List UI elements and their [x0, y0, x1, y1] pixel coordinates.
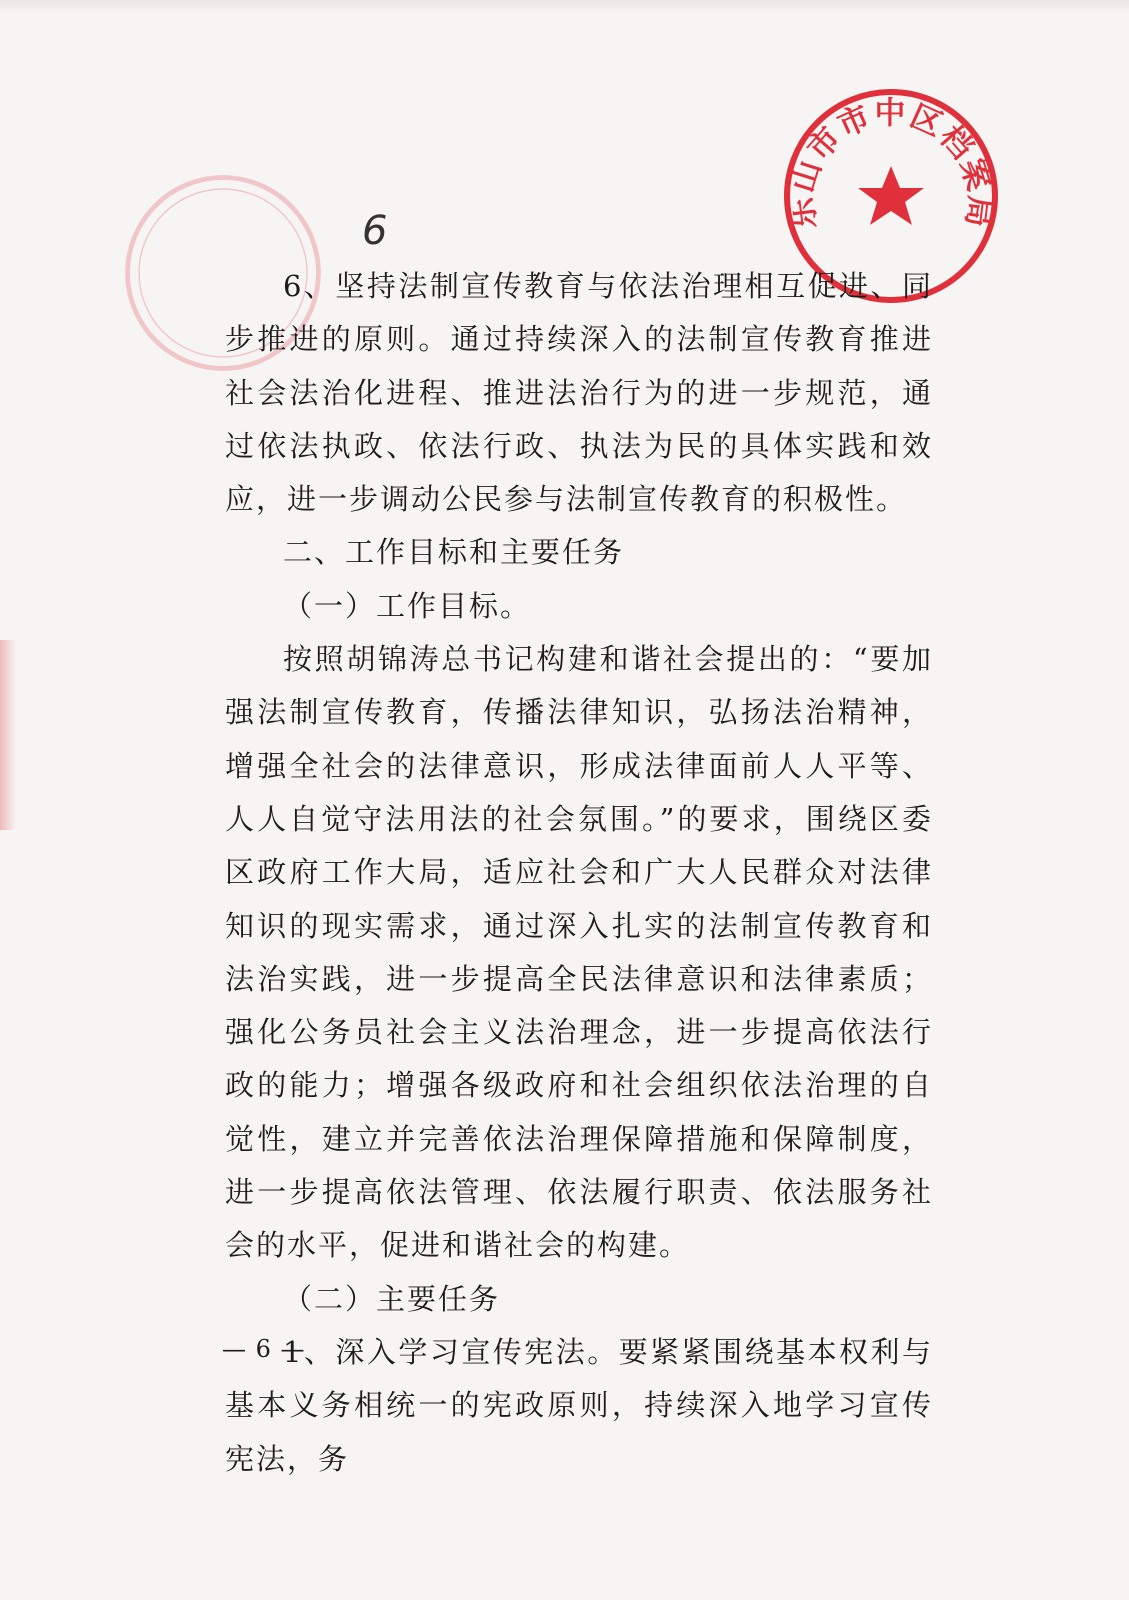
- principle-6-paragraph: 6、坚持法制宣传教育与依法治理相互促进、同步推进的原则。通过持续深入的法制宣传教育推进社会法治化进程、推进法治行为的进一步规范，通过依法执政、依法行政、执法为民的具体实践和效应，进一步调动公民参与法制宣传教育的积极性。: [225, 269, 933, 517]
- svg-text:乐山市市中区档案局: 乐山市市中区档案局: [783, 95, 999, 231]
- bleed-stamp-mark: [0, 640, 16, 830]
- task-1-paragraph: 1、深入学习宣传宪法。要紧紧围绕基本权利与基本义务相统一的宪政原则，持续深入地学习宣传宪法，务: [225, 1334, 933, 1476]
- scan-edge-shadow: [0, 0, 1129, 14]
- subsection-heading-tasks: （二）主要任务: [283, 1281, 501, 1316]
- subsection-heading-goals: （一）工作目标。: [283, 588, 532, 623]
- page-number: — 6 —: [222, 1335, 306, 1363]
- goals-paragraph: 按照胡锦涛总书记构建和谐社会提出的：“要加强法制宣传教育，传播法律知识，弘扬法治精神，增强全社会的法律意识，形成法律面前人人平等、人人自觉守法用法的社会氛围。”的要求，围绕区委区政府工作大局，适应社会和广大人民群众对法律知识的现实需求，通过深入扎实的法制宣传教育和法治实践，进一步提高全民法律意识和法律素质；强化公务员社会主义法治理念，进一步提高依法行政的能力；增强各级政府和社会组织依法治理的自觉性，建立并完善依法治理保障措施和保障制度，进一步提高依法管理、依法履行职责、依法服务社会的水平，促进和谐社会的构建。: [225, 642, 933, 1263]
- section-heading-2: 二、工作目标和主要任务: [283, 535, 625, 570]
- star-icon: [858, 166, 924, 225]
- handwritten-page-mark: 6: [362, 208, 388, 254]
- document-body: [225, 260, 933, 1486]
